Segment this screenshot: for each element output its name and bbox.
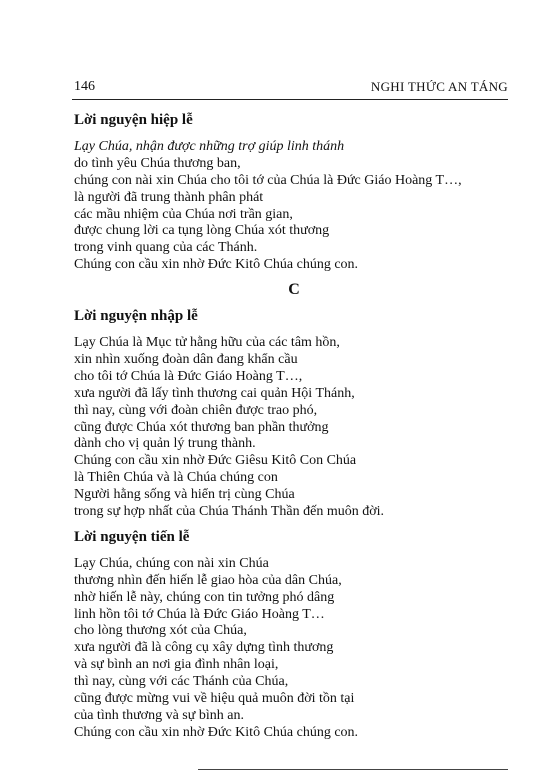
prayer-line: và sự bình an nơi gia đình nhân loại, — [74, 657, 279, 673]
section-heading: Lời nguyện nhập lễ — [74, 308, 198, 325]
page-number: 146 — [74, 79, 95, 94]
prayer-line: các mầu nhiệm của Chúa nơi trần gian, — [74, 206, 293, 222]
prayer-line: Chúng con cầu xin nhờ Đức Kitô Chúa chúng con. — [74, 724, 359, 740]
page-body — [74, 104, 514, 742]
prayer-line: Chúng con cầu xin nhờ Đức Giêsu Kitô Con Chúa — [74, 453, 357, 469]
prayer-line: Lạy Chúa là Mục tử hằng hữu của các tâm hồn, — [74, 335, 340, 351]
prayer-line: cho tôi tớ Chúa là Đức Giáo Hoàng T…, — [74, 368, 303, 384]
prayer-line: dành cho vị quản lý trung thành. — [74, 436, 256, 452]
section-hiep-le — [74, 107, 514, 274]
prayer-line: Người hằng sống và hiển trị cùng Chúa — [74, 487, 295, 503]
prayer-line: cũng được Chúa xót thương ban phần thưởng — [74, 419, 329, 435]
prayer-line: là người đã trung thành phân phát — [74, 189, 264, 205]
section-heading: Lời nguyện tiến lễ — [74, 528, 190, 545]
prayer-line: linh hồn tôi tớ Chúa là Đức Giáo Hoàng T… — [74, 606, 325, 622]
prayer-line: được chung lời ca tụng lòng Chúa xót thương — [74, 223, 330, 239]
prayer-line: thì nay, cùng với các Thánh của Chúa, — [74, 674, 289, 690]
page-header — [0, 0, 550, 100]
section-heading: Lời nguyện hiệp lễ — [74, 112, 193, 128]
header-rule — [72, 99, 508, 100]
prayer-line: Chúng con cầu xin nhờ Đức Kitô Chúa chúng con. — [74, 257, 359, 273]
section-letter: C — [288, 281, 300, 299]
running-head: NGHI THỨC AN TÁNG — [370, 79, 508, 94]
prayer-line: Lạy Chúa, nhận được những trợ giúp linh thánh — [74, 139, 345, 154]
prayer-line: là Thiên Chúa và là Chúa chúng con — [74, 470, 278, 486]
prayer-line: nhờ hiến lễ này, chúng con tin tưởng phó dâng — [74, 589, 335, 605]
prayer-line: cho lòng thương xót của Chúa, — [74, 623, 247, 639]
prayer-line: cũng được mừng vui về hiệu quả muôn đời tồn tại — [74, 691, 355, 707]
prayer-line: xin nhìn xuống đoàn dân đang khẩn cầu — [74, 352, 298, 368]
prayer-line: xưa người đã lấy tình thương cai quản Hội Thánh, — [74, 385, 355, 401]
prayer-line: thì nay, cùng với đoàn chiên được trao phó, — [74, 402, 318, 418]
footer-rule — [198, 769, 508, 770]
section-tien-le — [74, 524, 514, 742]
section-nhap-le — [74, 303, 514, 521]
prayer-line: của tình thương và sự bình an. — [74, 707, 244, 723]
prayer-line: chúng con nài xin Chúa cho tôi tớ của Chúa là Đức Giáo Hoàng T…, — [74, 172, 462, 188]
prayer-line: Lạy Chúa, chúng con nài xin Chúa — [74, 555, 269, 571]
prayer-line: do tình yêu Chúa thương ban, — [74, 155, 241, 171]
prayer-line: trong sự hợp nhất của Chúa Thánh Thần đến muôn đời. — [74, 504, 384, 520]
prayer-line: trong vinh quang của các Thánh. — [74, 240, 258, 256]
prayer-line: thương nhìn đến hiến lễ giao hòa của dân Chúa, — [74, 572, 342, 588]
prayer-line: xưa người đã là công cụ xây dựng tình thương — [74, 640, 334, 656]
